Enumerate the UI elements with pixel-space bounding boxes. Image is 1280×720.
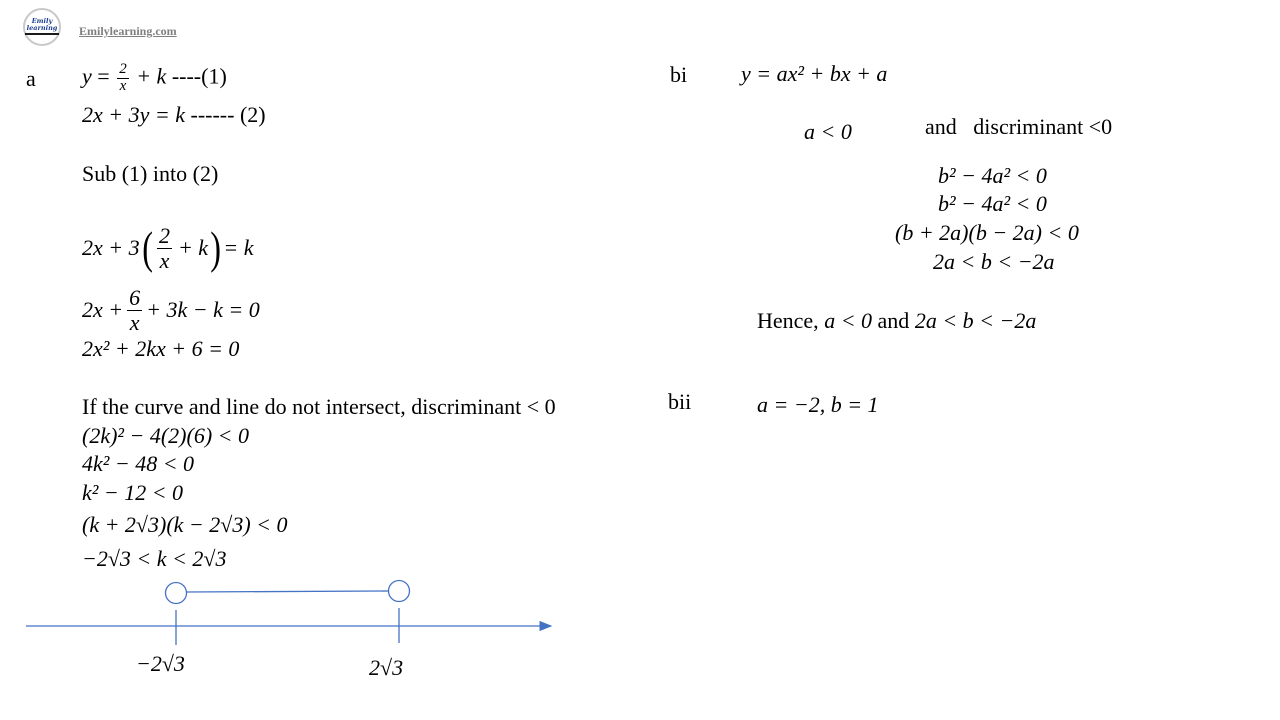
eq1: y = $\frac{2}{x}$ + k ----(1) bbox=[82, 61, 227, 94]
part-a-label: a bbox=[26, 66, 36, 91]
site-link[interactable]: Emilylearning.com bbox=[79, 24, 177, 38]
step2-fraction: $\frac{6}{x}$ bbox=[129, 285, 141, 335]
step1-fraction: $\frac{2}{x}$ bbox=[158, 223, 170, 273]
numberline-label-left: −2√3 bbox=[136, 651, 185, 676]
bi-line2: b² − 4a² < 0 bbox=[938, 191, 1047, 216]
bi-condition-text: and discriminant <0 bbox=[925, 114, 1113, 139]
bi-hence: Hence, a < 0 and 2a < b < −2a bbox=[757, 308, 1037, 333]
condition-text: If the curve and line do not intersect, discriminant < 0 bbox=[82, 394, 556, 419]
open-circle-left bbox=[166, 583, 187, 604]
open-circle-right bbox=[389, 581, 410, 602]
bi-line4: 2a < b < −2a bbox=[933, 249, 1055, 274]
logo-wordmark: Emily learning bbox=[26, 17, 58, 32]
numberline-label-right: 2√3 bbox=[369, 655, 404, 680]
sub-text: Sub (1) into (2) bbox=[82, 161, 219, 186]
part-bi-label: bi bbox=[670, 62, 688, 87]
bii-answer: a = −2, b = 1 bbox=[757, 392, 879, 417]
bi-line3: (b + 2a)(b − 2a) < 0 bbox=[895, 220, 1079, 245]
step2: 2x + $\frac{6}{x}$ + 3k − k = 0 bbox=[82, 285, 260, 335]
ineq2: 4k² − 48 < 0 bbox=[82, 451, 195, 476]
ineq4: (k + 2√3)(k − 2√3) < 0 bbox=[82, 512, 288, 537]
bi-equation: y = ax² + bx + a bbox=[741, 61, 888, 86]
bi-condition-a: a < 0 bbox=[804, 119, 852, 144]
result-inequality: −2√3 < k < 2√3 bbox=[82, 546, 227, 571]
ineq1: (2k)² − 4(2)(6) < 0 bbox=[82, 423, 250, 448]
interval-segment bbox=[186, 591, 389, 592]
bi-line1: b² − 4a² < 0 bbox=[938, 163, 1047, 188]
eq1-fraction: $\frac{2}{x}$ bbox=[119, 61, 127, 94]
step1: 2x + 3 ( $\frac{2}{x}$ + k ) = k bbox=[82, 222, 254, 273]
ineq3: k² − 12 < 0 bbox=[82, 480, 184, 505]
step3: 2x² + 2kx + 6 = 0 bbox=[82, 336, 240, 361]
eq2: 2x + 3y = k ------ (2) bbox=[82, 102, 266, 127]
part-bii-label: bii bbox=[668, 389, 692, 414]
